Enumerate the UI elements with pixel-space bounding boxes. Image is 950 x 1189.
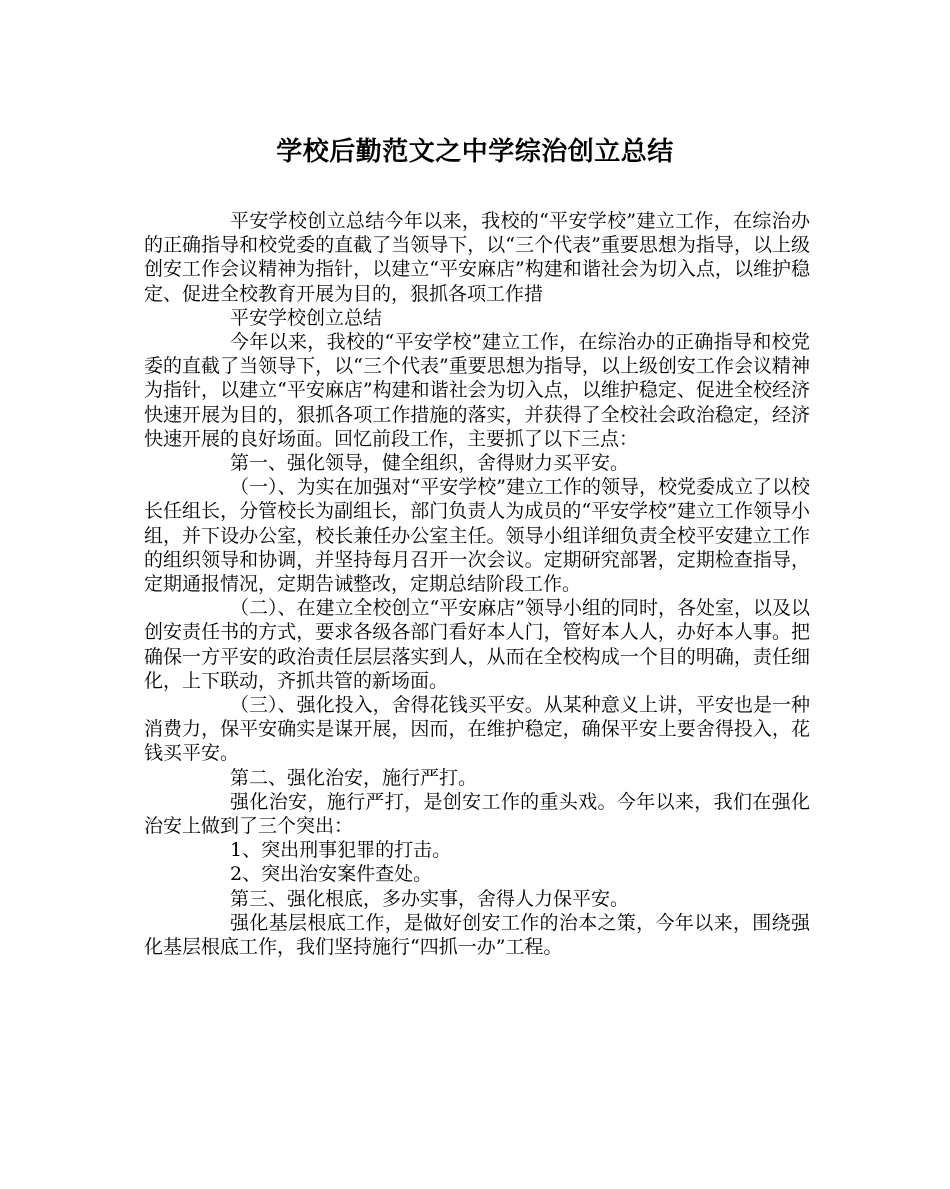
paragraph-foundation: 强化基层根底工作，是做好创安工作的治本之策，今年以来，围绕强化基层根底工作，我们坚持施行“四抓一办”工程。 (144, 911, 810, 959)
paragraph-item-1: （一）、为实在加强对“平安学校”建立工作的领导，校党委成立了以校长任组长，分管校长为副组长，部门负责人为成员的“平安学校”建立工作领导小组，并下设办公室，校长兼任办公室主任。领导小组详细负责全校平安建立工作的组织领导和协调，并坚持每月召开一次会议。定期研究部署，定期检查指导，定期通报情况，定期告诫整改，定期总结阶段工作。 (144, 476, 810, 596)
paragraph-item-2: （二）、在建立全校创立“平安麻店”领导小组的同时，各处室，以及以创安责任书的方式，要求各级各部门看好本人门，管好本人人，办好本人事。把确保一方平安的政治责任层层落实到人，从而在全校构成一个目的明确，责任细化，上下联动，齐抓共管的新场面。 (144, 597, 810, 692)
section-heading-1: 第一、强化领导，健全组织，舍得财力买平安。 (230, 452, 630, 475)
paragraph-security: 强化治安，施行严打，是创安工作的重头戏。今年以来，我们在强化治安上做到了三个突出： (144, 790, 810, 838)
section-heading-2: 第二、强化治安，施行严打。 (230, 766, 478, 789)
paragraph-intro: 平安学校创立总结今年以来，我校的“平安学校”建立工作，在综治办的正确指导和校党委的直截了当领导下，以“三个代表”重要思想为指导，以上级创安工作会议精神为指针，以建立“平安麻店”构建和谐社会为切入点，以维护稳定、促进全校教育开展为目的，狠抓各项工作措 (144, 210, 810, 305)
section-heading-3: 第三、强化根底，多办实事，舍得人力保平安。 (230, 887, 630, 910)
document-title: 学校后勤范文之中学综治创立总结 (276, 137, 674, 167)
paragraph-heading: 平安学校创立总结 (230, 306, 383, 329)
list-item-2: 2、突出治安案件查处。 (230, 863, 433, 886)
paragraph-item-3: （三）、强化投入，舍得花钱买平安。从某种意义上讲，平安也是一种消费力，保平安确实是谋开展，因而，在维护稳定，确保平安上要舍得投入，花钱买平安。 (144, 694, 810, 765)
list-item-1: 1、突出刑事犯罪的打击。 (230, 839, 452, 862)
paragraph-overview: 今年以来，我校的“平安学校”建立工作，在综治办的正确指导和校党委的直截了当领导下，以“三个代表”重要思想为指导，以上级创安工作会议精神为指针，以建立“平安麻店”构建和谐社会为切入点，以维护稳定、促进全校经济快速开展为目的，狠抓各项工作措施的落实，并获得了全校社会政治稳定，经济快速开展的良好场面。回忆前段工作，主要抓了以下三点： (144, 331, 810, 450)
document-body (144, 209, 810, 959)
